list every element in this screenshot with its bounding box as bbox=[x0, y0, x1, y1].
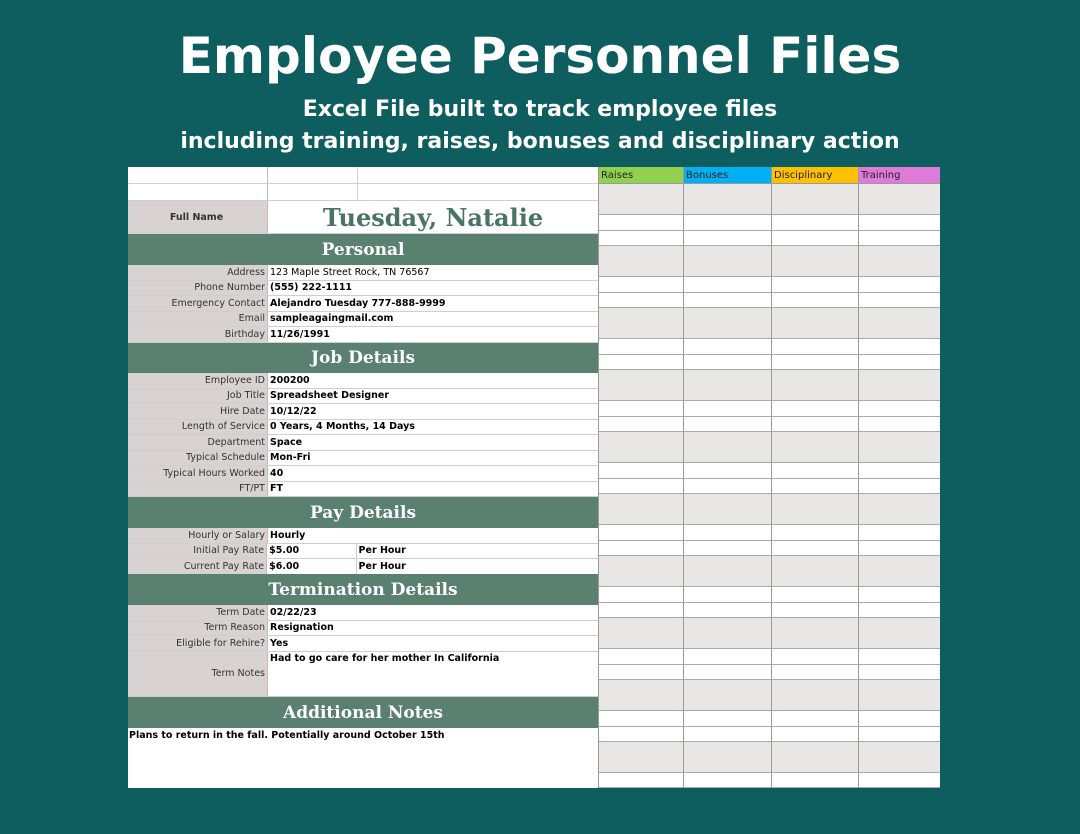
term-notes-label: Term Notes bbox=[128, 652, 268, 696]
tracking-cell[interactable] bbox=[684, 603, 772, 619]
job-title-value[interactable]: Spreadsheet Designer bbox=[270, 390, 390, 402]
tracking-cell[interactable] bbox=[684, 184, 772, 215]
current-pay-label: Current Pay Rate bbox=[128, 559, 267, 574]
full-name-row bbox=[128, 201, 598, 234]
termination-header: Termination Details bbox=[128, 574, 598, 605]
additional-notes-header: Additional Notes bbox=[128, 697, 598, 728]
employee-id-row bbox=[128, 373, 598, 389]
tracking-cell[interactable] bbox=[599, 293, 684, 309]
tracking-cell[interactable] bbox=[684, 773, 772, 788]
employee-id-label: Employee ID bbox=[128, 373, 268, 388]
tracking-cell[interactable] bbox=[684, 355, 772, 371]
emergency-row bbox=[128, 296, 598, 312]
birthday-value[interactable]: 11/26/1991 bbox=[270, 329, 330, 340]
tracking-cell[interactable] bbox=[599, 479, 684, 495]
tracking-cell[interactable] bbox=[684, 370, 772, 401]
tracking-cell[interactable] bbox=[772, 587, 859, 603]
page-title: Employee Personnel Files bbox=[178, 27, 902, 85]
tracking-cell[interactable] bbox=[859, 215, 940, 231]
tracking-cell[interactable] bbox=[772, 665, 859, 681]
tracking-cell[interactable] bbox=[599, 463, 684, 479]
blank-cell[interactable] bbox=[128, 184, 268, 200]
birthday-label: Birthday bbox=[128, 327, 268, 342]
tracking-cell[interactable] bbox=[772, 308, 859, 339]
full-name-label: Full Name bbox=[128, 201, 268, 233]
spreadsheet bbox=[128, 167, 940, 788]
tracking-cell[interactable] bbox=[859, 525, 940, 541]
tracking-cell[interactable] bbox=[859, 603, 940, 619]
tracking-cell[interactable] bbox=[684, 541, 772, 557]
tracking-cell[interactable] bbox=[859, 742, 940, 773]
tracking-cell[interactable] bbox=[859, 773, 940, 788]
tracking-cell[interactable] bbox=[684, 277, 772, 293]
tracking-cell[interactable] bbox=[599, 541, 684, 557]
initial-pay-row bbox=[128, 544, 598, 560]
tracking-cell[interactable] bbox=[684, 494, 772, 525]
tracking-cell[interactable] bbox=[772, 618, 859, 649]
tracking-cell[interactable] bbox=[859, 727, 940, 743]
disciplinary-column-header[interactable]: Disciplinary bbox=[772, 167, 859, 184]
ftpt-value[interactable]: FT bbox=[270, 483, 283, 495]
hours-value[interactable]: 40 bbox=[270, 467, 284, 479]
tracking-cell[interactable] bbox=[859, 231, 940, 247]
pay-header: Pay Details bbox=[128, 497, 598, 528]
tracking-cell[interactable] bbox=[684, 215, 772, 231]
tracking-cell[interactable] bbox=[599, 308, 684, 339]
tracking-cell[interactable] bbox=[599, 649, 684, 665]
initial-pay-value[interactable]: $5.00 bbox=[269, 545, 300, 557]
tracking-cell[interactable] bbox=[599, 525, 684, 541]
tracking-cell[interactable] bbox=[684, 680, 772, 711]
tracking-cell[interactable] bbox=[772, 184, 859, 215]
tracking-cell[interactable] bbox=[684, 339, 772, 355]
additional-notes-value[interactable]: Plans to return in the fall. Potentially around October 15th bbox=[129, 730, 445, 741]
tracking-cell[interactable] bbox=[599, 184, 684, 215]
service-value[interactable]: 0 Years, 4 Months, 14 Days bbox=[270, 421, 415, 433]
blank-cell[interactable] bbox=[358, 167, 598, 183]
department-row bbox=[128, 435, 598, 451]
blank-cell[interactable] bbox=[358, 184, 598, 200]
initial-pay-label: Initial Pay Rate bbox=[128, 544, 267, 559]
tracking-cell[interactable] bbox=[859, 246, 940, 277]
tracking-cell[interactable] bbox=[772, 556, 859, 587]
tracking-cells bbox=[599, 184, 940, 788]
tracking-cell[interactable] bbox=[684, 308, 772, 339]
tracking-cell[interactable] bbox=[772, 479, 859, 495]
tracking-cell[interactable] bbox=[859, 370, 940, 401]
tracking-cell[interactable] bbox=[772, 417, 859, 433]
tracking-cell[interactable] bbox=[859, 184, 940, 215]
tracking-cell[interactable] bbox=[772, 370, 859, 401]
address-label: Address bbox=[128, 265, 268, 280]
term-date-row bbox=[128, 605, 598, 621]
phone-value[interactable]: (555) 222-1111 bbox=[270, 282, 353, 294]
tracking-cell[interactable] bbox=[772, 339, 859, 355]
raises-column-header[interactable]: Raises bbox=[599, 167, 684, 184]
tracking-cell[interactable] bbox=[859, 618, 940, 649]
tracking-cell[interactable] bbox=[859, 355, 940, 371]
pay-type-label: Hourly or Salary bbox=[128, 528, 268, 543]
initial-pay-unit[interactable]: Per Hour bbox=[356, 544, 598, 559]
tracking-cell[interactable] bbox=[684, 417, 772, 433]
pay-type-value[interactable]: Hourly bbox=[270, 529, 306, 541]
tracking-cell[interactable] bbox=[599, 494, 684, 525]
tracking-cell[interactable] bbox=[859, 680, 940, 711]
current-pay-row bbox=[128, 559, 598, 575]
service-label: Length of Service bbox=[128, 420, 268, 435]
blank-cell[interactable] bbox=[128, 167, 268, 183]
tracking-cell[interactable] bbox=[859, 479, 940, 495]
current-pay-value[interactable]: $6.00 bbox=[269, 560, 300, 572]
tracking-cell[interactable] bbox=[772, 773, 859, 788]
tracking-cell[interactable] bbox=[684, 556, 772, 587]
tracking-cell[interactable] bbox=[859, 494, 940, 525]
tracking-cell[interactable] bbox=[772, 463, 859, 479]
term-date-value[interactable]: 02/22/23 bbox=[270, 606, 317, 618]
tracking-cell[interactable] bbox=[599, 587, 684, 603]
training-column-header[interactable]: Training bbox=[859, 167, 940, 184]
tracking-cell[interactable] bbox=[859, 277, 940, 293]
tracking-cell[interactable] bbox=[599, 618, 684, 649]
tracking-cell[interactable] bbox=[684, 711, 772, 727]
tracking-cell[interactable] bbox=[599, 401, 684, 417]
term-reason-label: Term Reason bbox=[128, 621, 268, 636]
address-row bbox=[128, 265, 598, 281]
rehire-label: Eligible for Rehire? bbox=[128, 636, 268, 651]
tracking-cell[interactable] bbox=[772, 246, 859, 277]
tracking-cell[interactable] bbox=[859, 432, 940, 463]
tracking-cell[interactable] bbox=[599, 417, 684, 433]
tracking-cell[interactable] bbox=[772, 432, 859, 463]
current-pay-unit[interactable]: Per Hour bbox=[356, 559, 598, 574]
term-date-label: Term Date bbox=[128, 605, 268, 620]
tracking-cell[interactable] bbox=[599, 556, 684, 587]
tracking-cell[interactable] bbox=[772, 215, 859, 231]
tracking-cell[interactable] bbox=[772, 293, 859, 309]
emergency-label: Emergency Contact bbox=[128, 296, 268, 311]
tracking-cell[interactable] bbox=[859, 417, 940, 433]
tracking-grid bbox=[598, 167, 940, 788]
tracking-cell[interactable] bbox=[859, 293, 940, 309]
blank-cell[interactable] bbox=[268, 167, 358, 183]
tracking-cell[interactable] bbox=[859, 711, 940, 727]
tracking-cell[interactable] bbox=[684, 665, 772, 681]
email-row bbox=[128, 312, 598, 328]
job-header: Job Details bbox=[128, 343, 598, 373]
tracking-cell[interactable] bbox=[599, 773, 684, 788]
phone-label: Phone Number bbox=[128, 281, 268, 296]
tracking-cell[interactable] bbox=[684, 401, 772, 417]
department-label: Department bbox=[128, 435, 268, 450]
tracking-cell[interactable] bbox=[599, 355, 684, 371]
tracking-cell[interactable] bbox=[599, 277, 684, 293]
email-label: Email bbox=[128, 312, 268, 327]
tracking-cell[interactable] bbox=[859, 401, 940, 417]
hours-label: Typical Hours Worked bbox=[128, 466, 268, 481]
tracking-cell[interactable] bbox=[859, 339, 940, 355]
tracking-cell[interactable] bbox=[599, 215, 684, 231]
tracking-cell[interactable] bbox=[684, 727, 772, 743]
tracking-cell[interactable] bbox=[684, 231, 772, 247]
tracking-cell[interactable] bbox=[859, 541, 940, 557]
subtitle-line-1: Excel File built to track employee files bbox=[302, 97, 778, 122]
tracking-cell[interactable] bbox=[684, 432, 772, 463]
tracking-cell[interactable] bbox=[599, 339, 684, 355]
term-notes-value[interactable]: Had to go care for her mother In California bbox=[270, 653, 500, 664]
tracking-cell[interactable] bbox=[684, 742, 772, 773]
tracking-cell[interactable] bbox=[684, 479, 772, 495]
tracking-cell[interactable] bbox=[859, 649, 940, 665]
job-title-row bbox=[128, 389, 598, 405]
tracking-cell[interactable] bbox=[599, 742, 684, 773]
tracking-cell[interactable] bbox=[684, 618, 772, 649]
hire-date-value[interactable]: 10/12/22 bbox=[270, 405, 317, 417]
tracking-cell[interactable] bbox=[772, 525, 859, 541]
tracking-cell[interactable] bbox=[859, 308, 940, 339]
service-row bbox=[128, 420, 598, 436]
rehire-value[interactable]: Yes bbox=[270, 637, 289, 649]
email-value[interactable]: sampleagaingmail.com bbox=[270, 313, 394, 325]
tracking-cell[interactable] bbox=[772, 401, 859, 417]
blank-row bbox=[128, 184, 598, 201]
tracking-cell[interactable] bbox=[599, 665, 684, 681]
bonuses-column-header[interactable]: Bonuses bbox=[684, 167, 772, 184]
employee-form bbox=[128, 167, 598, 788]
tracking-cell[interactable] bbox=[599, 680, 684, 711]
tracking-cell[interactable] bbox=[684, 463, 772, 479]
employee-id-value[interactable]: 200200 bbox=[270, 374, 310, 386]
tracking-cell[interactable] bbox=[772, 603, 859, 619]
job-title-label: Job Title bbox=[128, 389, 268, 404]
tracking-cell[interactable] bbox=[599, 432, 684, 463]
phone-row bbox=[128, 281, 598, 297]
tracking-cell[interactable] bbox=[684, 649, 772, 665]
schedule-value[interactable]: Mon-Fri bbox=[270, 452, 311, 464]
tracking-cell[interactable] bbox=[684, 587, 772, 603]
emergency-value[interactable]: Alejandro Tuesday 777-888-9999 bbox=[270, 297, 446, 309]
tracking-cell[interactable] bbox=[772, 231, 859, 247]
schedule-row bbox=[128, 451, 598, 467]
tracking-cell[interactable] bbox=[684, 525, 772, 541]
tracking-cell[interactable] bbox=[772, 742, 859, 773]
term-reason-value[interactable]: Resignation bbox=[270, 622, 334, 634]
tracking-cell[interactable] bbox=[772, 277, 859, 293]
blank-row bbox=[128, 167, 598, 184]
pay-type-row bbox=[128, 528, 598, 544]
tracking-cell[interactable] bbox=[599, 231, 684, 247]
blank-cell[interactable] bbox=[268, 184, 358, 200]
address-value[interactable]: 123 Maple Street Rock, TN 76567 bbox=[270, 266, 430, 278]
tracking-cell[interactable] bbox=[599, 711, 684, 727]
tracking-cell[interactable] bbox=[772, 541, 859, 557]
tracking-cell[interactable] bbox=[859, 665, 940, 681]
hire-date-row bbox=[128, 404, 598, 420]
tracking-cell[interactable] bbox=[684, 246, 772, 277]
tracking-cell[interactable] bbox=[859, 587, 940, 603]
tracking-cell[interactable] bbox=[859, 556, 940, 587]
tracking-cell[interactable] bbox=[772, 649, 859, 665]
schedule-label: Typical Schedule bbox=[128, 451, 268, 466]
personal-header: Personal bbox=[128, 234, 598, 265]
tracking-cell[interactable] bbox=[772, 355, 859, 371]
department-value[interactable]: Space bbox=[270, 436, 303, 448]
full-name-value[interactable]: Tuesday, Natalie bbox=[322, 202, 544, 232]
subtitle-line-2: including training, raises, bonuses and disciplinary action bbox=[180, 129, 900, 154]
tracking-cell[interactable] bbox=[772, 494, 859, 525]
tracking-cell[interactable] bbox=[599, 370, 684, 401]
tracking-cell[interactable] bbox=[684, 293, 772, 309]
term-reason-row bbox=[128, 621, 598, 637]
tracking-cell[interactable] bbox=[599, 727, 684, 743]
hours-row bbox=[128, 466, 598, 482]
tracking-cell[interactable] bbox=[599, 246, 684, 277]
rehire-row bbox=[128, 636, 598, 652]
tracking-cell[interactable] bbox=[772, 727, 859, 743]
tracking-cell[interactable] bbox=[599, 603, 684, 619]
ftpt-row bbox=[128, 482, 598, 498]
birthday-row bbox=[128, 327, 598, 343]
tracking-cell[interactable] bbox=[859, 463, 940, 479]
tracking-cell[interactable] bbox=[772, 680, 859, 711]
ftpt-label: FT/PT bbox=[128, 482, 268, 497]
tracking-cell[interactable] bbox=[772, 711, 859, 727]
hire-date-label: Hire Date bbox=[128, 404, 268, 419]
